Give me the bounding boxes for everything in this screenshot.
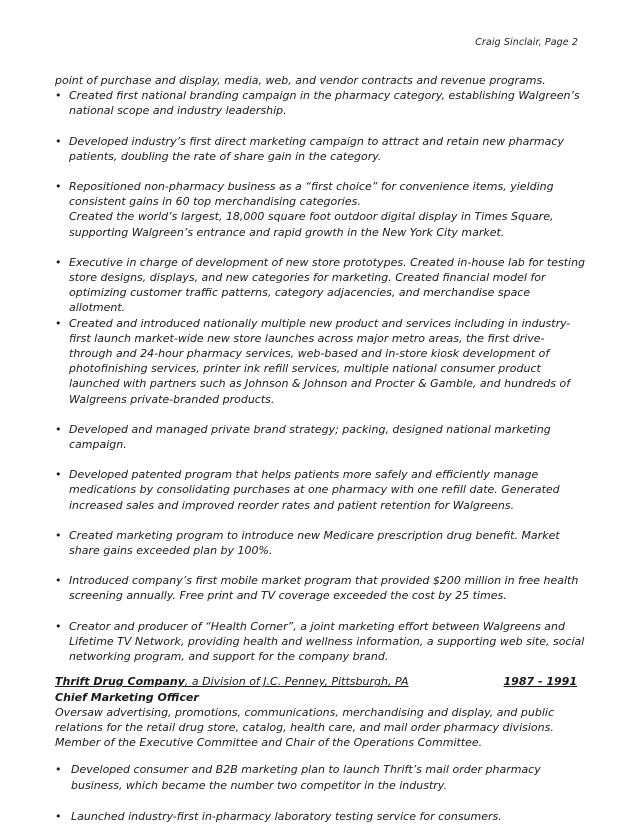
bullet-icon: •: [55, 468, 62, 482]
bullet-text: Launched industry-first in-pharmacy laboratory testing service for consumers.: [71, 809, 502, 823]
job-description: Oversaw advertising, promotions, communications, merchandising and display, and public relations for the retail drug store, catalog, health care, and mail order pharmacy divisions. Member of the Executive Committee and Chair of the Operations Committee.: [55, 705, 555, 750]
bullet-icon: •: [55, 255, 62, 269]
list-item: [55, 179, 587, 240]
bullet-icon: •: [55, 422, 62, 436]
job-company-line: [55, 674, 409, 689]
bullet-icon: •: [55, 134, 62, 148]
list-item: [55, 88, 587, 118]
bullet-icon: •: [55, 528, 62, 542]
list-item: [55, 573, 587, 603]
job-title: Chief Marketing Officer: [55, 690, 199, 704]
company-name: Thrift Drug Company: [55, 675, 185, 689]
resume-content: [55, 73, 587, 840]
bullet-text: Created and introduced nationally multiple new product and services including in industry-first launch market-wide new store launches across major metro areas, the first drive-through and 24-hour pharmacy services, web-based and in-store kiosk development of photofinishing services, printer ink refill services, multiple national consumer product launched with partners such as Johnson & Johnson and Procter & Gamble, and hundreds of Walgreens private-branded products.: [69, 316, 571, 406]
bullet-text: Developed patented program that helps patients more safely and efficiently manage medications by consolidating purchases at one pharmacy with one refill date. Generated increased sales and improved reorder rates and patient retention for Walgreens.: [69, 468, 560, 512]
bullet-text: Created first national branding campaign in the pharmacy category, establishing Walgreen’s national scope and industry leadership.: [69, 89, 580, 118]
job-dates: 1987 - 1991: [503, 675, 577, 689]
list-item: [55, 467, 587, 513]
intro-line: point of purchase and display, media, web, and vendor contracts and revenue programs.: [55, 74, 546, 87]
bullet-icon: •: [55, 809, 62, 823]
list-item: [55, 528, 587, 558]
list-item: [55, 316, 587, 407]
company-division: , a Division of J.C. Penney, Pittsburgh, PA: [184, 675, 409, 689]
bullet-text: Developed consumer and B2B marketing plan to launch Thrift’s mail order pharmacy business, which became the number two competitor in the industry.: [71, 763, 541, 792]
bullet-icon: •: [55, 574, 62, 588]
list-item: [55, 619, 587, 665]
bullet-icon: •: [55, 180, 62, 194]
bullet-extra-text: Created the world’s largest, 18,000 square foot outdoor digital display in Times Square, supporting Walgreen’s entrance and rapid growth in the New York City market.: [69, 210, 554, 239]
list-item: [55, 422, 587, 452]
list-item: [55, 134, 587, 164]
list-item: [55, 255, 587, 316]
bullet-text: Executive in charge of development of new store prototypes. Created in-house lab for testing store designs, displays, and new categories for marketing. Created financial model for optimizing customer traffic patterns, category adjacencies, and merchandise space allotment.: [69, 255, 586, 315]
bullet-text: Introduced company’s first mobile market program that provided $200 million in free health screening annually. Free print and TV coverage exceeded the cost by 25 times.: [69, 574, 579, 603]
job-header: [55, 674, 577, 689]
bullet-icon: •: [55, 316, 62, 330]
bullet-text: Developed industry’s first direct marketing campaign to attract and retain new pharmacy patients, doubling the rate of share gain in the category.: [69, 134, 564, 163]
bullet-icon: •: [55, 763, 62, 777]
bullet-text: Repositioned non-pharmacy business as a “first choice” for convenience items, yielding consistent gains in 60 top merchandising categories.: [69, 180, 554, 209]
list-item: [55, 762, 587, 792]
bullet-text: Developed and managed private brand strategy; packing, designed national marketing campaign.: [69, 422, 551, 452]
bullet-icon: •: [55, 89, 62, 103]
bullet-text: Creator and producer of “Health Corner”, a joint marketing effort between Walgreens and Lifetime TV Network, providing health and wellness information, a supporting web site, social networking program, and support for the company brand.: [69, 619, 585, 664]
bullet-icon: •: [55, 619, 62, 633]
running-head: Craig Sinclair, Page 2: [475, 37, 578, 48]
list-item: [55, 809, 587, 824]
bullet-text: Created marketing program to introduce new Medicare prescription drug benefit. Market share gains exceeded plan by 100%.: [69, 528, 560, 558]
